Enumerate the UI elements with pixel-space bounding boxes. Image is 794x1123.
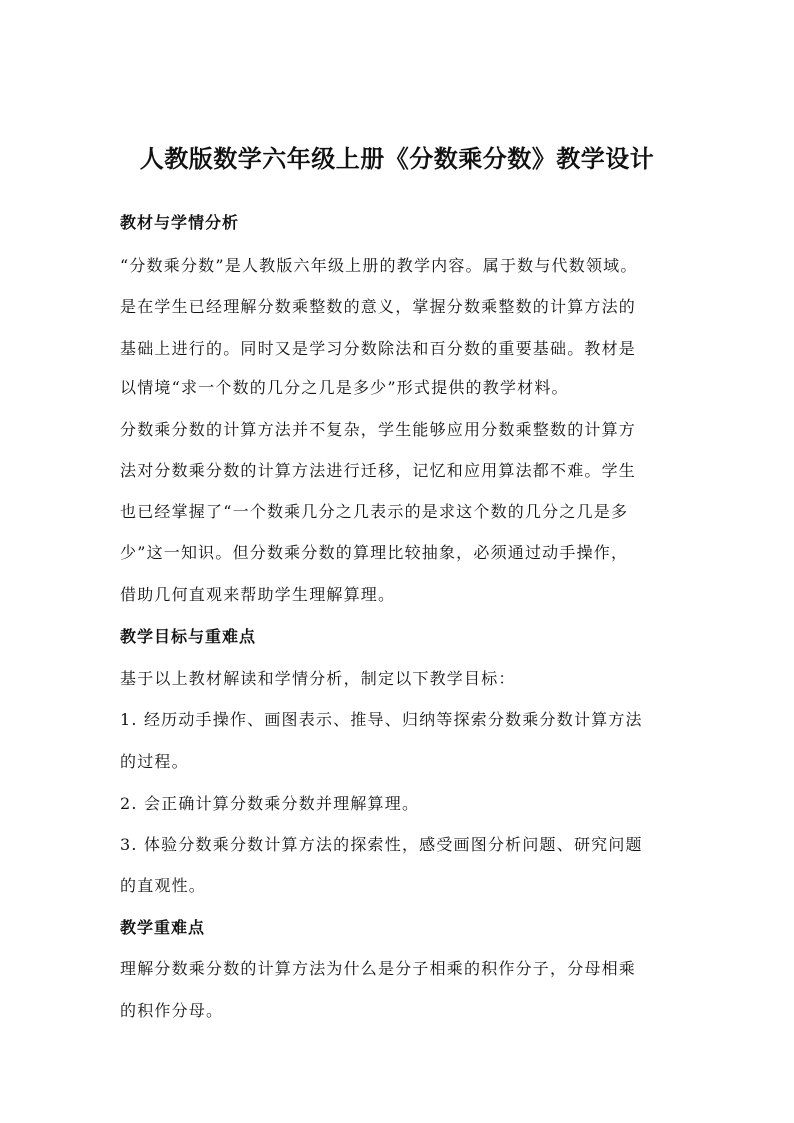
paragraph-line: 的积作分母。 [120,1001,224,1020]
paragraph-line: 是在学生已经理解分数乘整数的意义，掌握分数乘整数的计算方法的 [120,297,637,316]
paragraph-line: 基于以上教材解读和学情分析，制定以下教学目标： [120,669,516,688]
paragraph-line: 分数乘分数的计算方法并不复杂，学生能够应用分数乘整数的计算方 [120,420,637,439]
list-item-line: 1. 经历动手操作、画图表示、推导、归纳等探索分数乘分数计算方法 [120,710,643,729]
paragraph-line: 也已经掌握了“一个数乘几分之几表示的是求这个数的几分之几是多 [120,502,629,521]
list-item-line: 2. 会正确计算分数乘分数并理解算理。 [120,794,420,813]
list-item-line: 3. 体验分数乘分数计算方法的探索性，感受画图分析问题、研究问题 [120,835,643,854]
list-item-line: 的直观性。 [120,876,207,895]
list-item-line: 的过程。 [120,752,189,771]
paragraph-line: 借助几何直观来帮助学生理解算理。 [120,585,396,604]
section-heading: 教学重难点 [120,918,206,937]
section-heading: 教材与学情分析 [120,213,240,232]
paragraph-line: 理解分数乘分数的计算方法为什么是分子相乘的积作分子，分母相乘 [120,959,637,978]
paragraph-line: 基础上进行的。同时又是学习分数除法和百分数的重要基础。教材是 [120,339,637,358]
section-heading: 教学目标与重难点 [120,627,257,646]
document-title: 人教版数学六年级上册《分数乘分数》教学设计 [139,144,655,173]
paragraph-line: 以情境“求一个数的几分之几是多少”形式提供的教学材料。 [120,378,569,397]
paragraph-line: “分数乘分数”是人教版六年级上册的教学内容。属于数与代数领域。 [120,256,638,275]
paragraph-line: 法对分数乘分数的计算方法进行迁移，记忆和应用算法都不难。学生 [120,461,637,480]
paragraph-line: 少”这一知识。但分数乘分数的算理比较抽象，必须通过动手操作， [120,543,629,562]
